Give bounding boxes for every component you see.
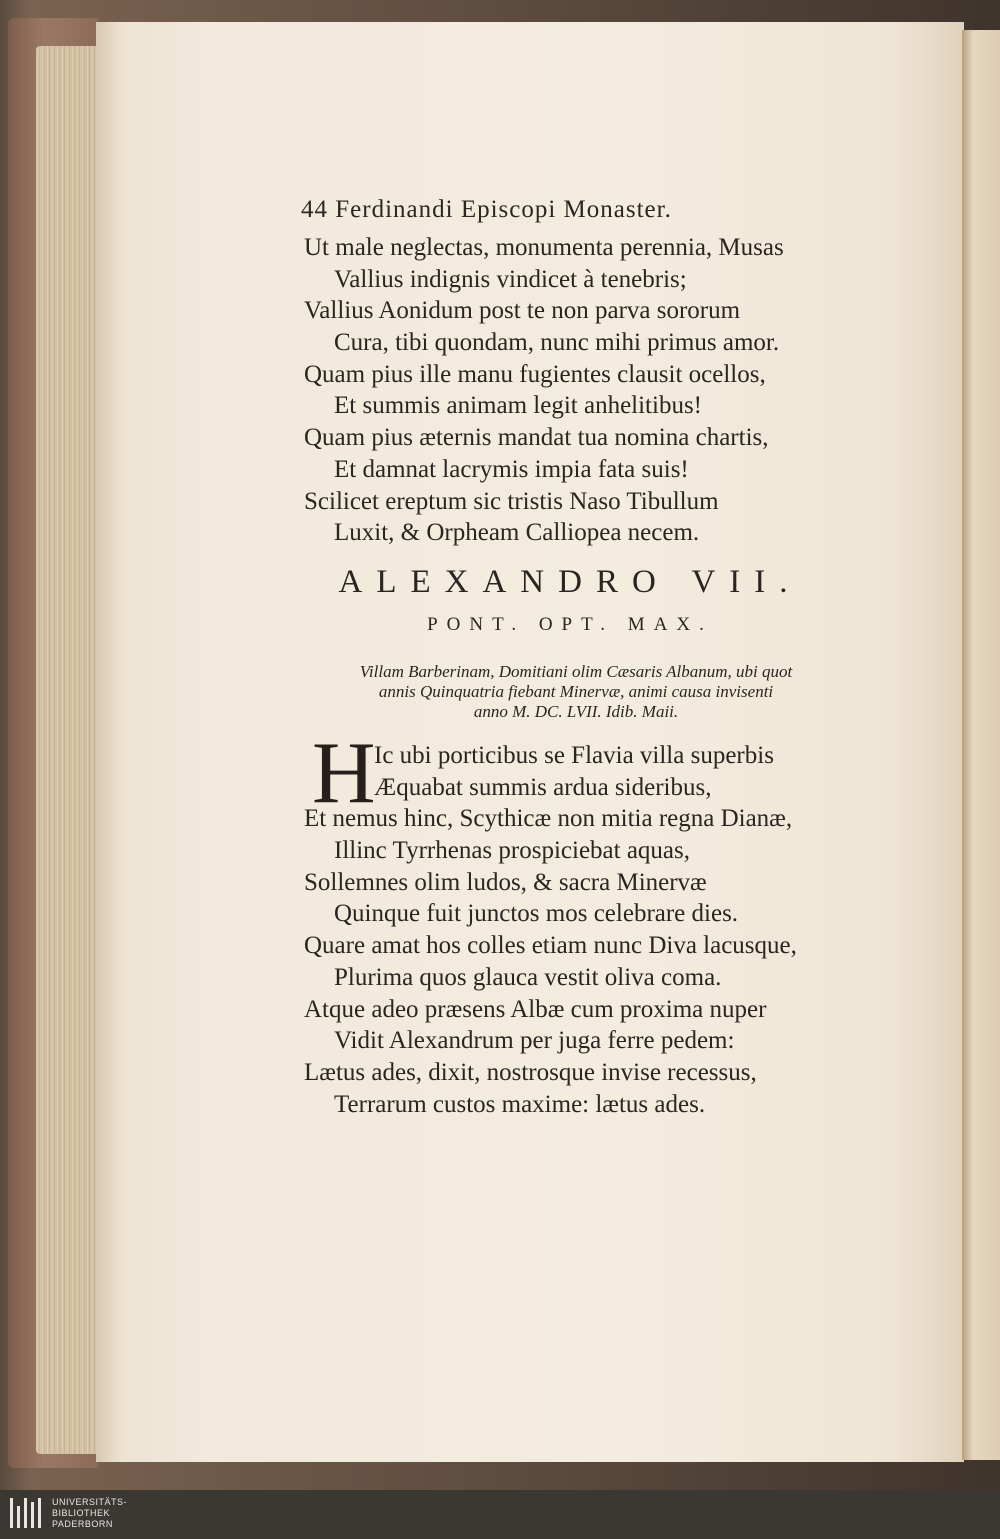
intro-line-2: annis Quinquatria fiebant Minervæ, animi causa invisenti xyxy=(378,682,774,701)
dedication-title: ALEXANDRO VII. xyxy=(338,564,802,600)
poem1-line-9: Scilicet ereptum sic tristis Naso Tibullum xyxy=(304,487,719,515)
poem2-line-9: Lætus ades, dixit, nostrosque invise recessus, xyxy=(304,1058,757,1086)
footer-line-3: PADERBORN xyxy=(52,1519,113,1529)
poem1-line-3: Vallius Aonidum post te non parva sororum xyxy=(304,297,741,325)
intro-line-3: anno M. DC. LVII. Idib. Maii. xyxy=(473,702,679,721)
poem1-line-7: Quam pius æternis mandat tua nomina chartis, xyxy=(304,424,769,452)
page-edges xyxy=(36,46,98,1454)
intro-line-1: Villam Barberinam, Domitiani olim Cæsaris Albanum, ubi quot xyxy=(359,662,793,681)
poem2-line-4: Quinque fuit junctos mos celebrare dies. xyxy=(334,900,739,928)
poem2-line-8: Vidit Alexandrum per juga ferre pedem: xyxy=(334,1027,735,1055)
poem2-line-1: Ic ubi porticibus se Flavia villa superbis xyxy=(374,742,774,769)
dedication-subtitle: PONT. OPT. MAX. xyxy=(427,614,713,635)
poem2-line-5: Quare amat hos colles etiam nunc Diva lacusque, xyxy=(304,932,797,960)
poem2-line-7: Atque adeo præsens Albæ cum proxima nuper xyxy=(304,995,767,1023)
poem1-line-4: Cura, tibi quondam, nunc mihi primus amor. xyxy=(334,329,780,357)
library-logo-icon xyxy=(10,1498,48,1532)
poem2-line-1: Et nemus hinc, Scythicæ non mitia regna Dianæ, xyxy=(304,805,793,833)
poem2-line-2: Æquabat summis ardua sideribus, xyxy=(374,773,712,801)
poem2-line-3: Sollemnes olim ludos, & sacra Minervæ xyxy=(304,868,707,896)
poem1-line-1: Ut male neglectas, monumenta perennia, Musas xyxy=(304,234,784,261)
poem1-line-8: Et damnat lacrymis impia fata suis! xyxy=(334,455,689,483)
library-logo-text xyxy=(52,1497,127,1530)
poem2-line-10: Terrarum custos maxime: lætus ades. xyxy=(334,1090,706,1118)
poem2-body xyxy=(304,803,844,1120)
next-page-edge xyxy=(962,30,1000,1460)
drop-cap: H xyxy=(312,725,376,822)
running-head: 44 Ferdinandi Episcopi Monaster. xyxy=(301,196,672,223)
library-footer xyxy=(0,1490,1000,1539)
poem1-line-2: Vallius indignis vindicet à tenebris; xyxy=(334,265,687,293)
poem2-line-6: Plurima quos glauca vestit oliva coma. xyxy=(334,963,722,991)
poem-alexandro xyxy=(304,740,844,1120)
poem1-line-6: Et summis animam legit anhelitibus! xyxy=(334,392,703,420)
poem2-line-2: Illinc Tyrrhenas prospiciebat aquas, xyxy=(334,837,691,865)
poem1-line-5: Quam pius ille manu fugientes clausit ocellos, xyxy=(304,360,766,388)
footer-line-2: BIBLIOTHEK xyxy=(52,1508,111,1518)
footer-line-1: UNIVERSITÄTS- xyxy=(52,1497,128,1507)
poem-elegy xyxy=(304,232,844,549)
dedication-intro xyxy=(306,662,846,722)
poem1-line-10: Luxit, & Orpheam Calliopea necem. xyxy=(334,519,700,547)
